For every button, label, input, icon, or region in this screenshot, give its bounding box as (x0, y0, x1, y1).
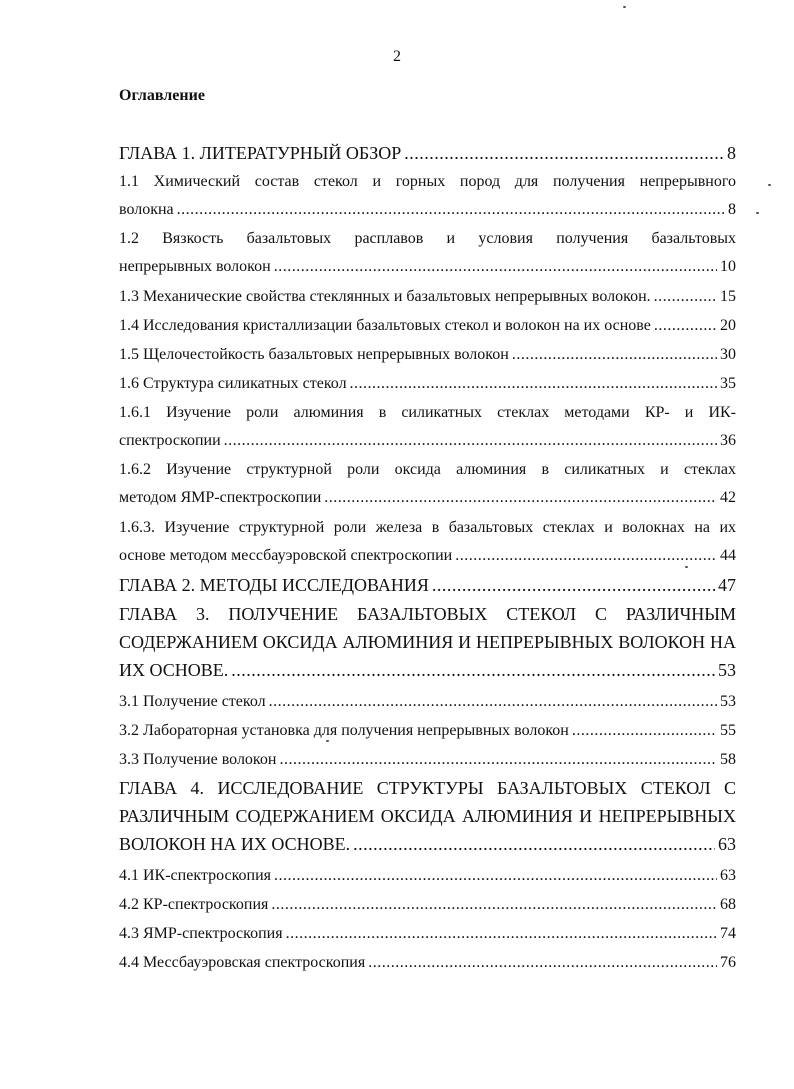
toc-entry-text: волокна (119, 201, 174, 218)
toc-entry-chapter-2 (119, 571, 736, 599)
toc-entry-text: 1.6.1 Изучение роли алюминия в силикатных стеклах методами КР- и ИК- (119, 404, 736, 421)
scan-speck (756, 212, 759, 214)
toc-entry-page: 36 (720, 432, 736, 449)
toc-entry-text: 1.1 Химический состав стекол и горных пород для получения непрерывного (119, 173, 736, 190)
toc-entry-page: 15 (720, 288, 736, 305)
toc-entry-last-line (119, 484, 736, 512)
toc-entry-1-2 (119, 225, 736, 281)
toc-entry-text: 1.3 Механические свойства стеклянных и базальтовых непрерывных волокон. (119, 288, 651, 305)
toc-entry-text: 1.5 Щелочестойкость базальтовых непрерывных волокон (119, 346, 509, 363)
toc-entry-4-4 (119, 949, 736, 977)
toc-entry-text: спектроскопии (119, 432, 221, 449)
leader-dots (274, 253, 717, 281)
toc-entry-text: СОДЕРЖАНИЕМ ОКСИДА АЛЮМИНИЯ И НЕПРЕРЫВНЫХ ВОЛОКОН НА (119, 632, 736, 652)
page-number: 2 (393, 48, 401, 65)
toc-entry-text: 1.4 Исследования кристаллизации базальтовых стекол и волокон на их основе (119, 317, 651, 334)
toc-entry-page: 10 (720, 258, 736, 275)
toc-entry-1-3 (119, 283, 736, 311)
toc-entry-last-line (119, 656, 736, 684)
toc-entry-last-line (119, 862, 736, 890)
toc-entry-last-line (119, 571, 736, 599)
leader-dots (654, 283, 717, 311)
leader-dots (177, 196, 725, 224)
toc-entry-text: 3.1 Получение стекол (119, 693, 266, 710)
toc-entry-last-line (119, 949, 736, 977)
toc-entry-last-line (119, 746, 736, 774)
toc-entry-text: 4.2 КР-спектроскопия (119, 896, 269, 913)
leader-dots (353, 830, 715, 858)
leader-dots (512, 341, 717, 369)
leader-dots (404, 139, 724, 167)
toc-entry-text: 1.6.2 Изучение структурной роли оксида алюминия в силикатных и стеклах (119, 461, 736, 478)
toc-entry-last-line (119, 370, 736, 398)
toc-entry-page: 76 (720, 954, 736, 971)
scan-speck (768, 184, 771, 186)
leader-dots (224, 427, 717, 455)
toc-entry-last-line (119, 891, 736, 919)
toc-entry-text: 3.2 Лабораторная установка для получения непрерывных волокон (119, 722, 569, 739)
toc-entry-chapter-3 (119, 600, 736, 684)
toc-entry-text: 3.3 Получение волокон (119, 751, 277, 768)
toc-entry-4-2 (119, 891, 736, 919)
toc-entry-3-1 (119, 688, 736, 716)
toc-entry-page: 8 (727, 143, 736, 163)
toc-entry-text: ГЛАВА 2. МЕТОДЫ ИССЛЕДОВАНИЯ (119, 575, 429, 595)
toc-entry-last-line (119, 717, 736, 745)
toc-entry-1-6-3 (119, 514, 736, 570)
toc-entry-text: 1.2 Вязкость базальтовых расплавов и условия получения базальтовых (119, 230, 736, 247)
toc-entry-page: 55 (720, 722, 736, 739)
toc-entry-1-4 (119, 312, 736, 340)
toc-entry-page: 68 (720, 896, 736, 913)
toc-entry-page: 35 (720, 375, 736, 392)
toc-entry-text: ГЛАВА 1. ЛИТЕРАТУРНЫЙ ОБЗОР (119, 143, 402, 163)
toc-entry-page: 8 (728, 201, 736, 218)
toc-entry-text: основе методом мессбауэровской спектроскопии (119, 547, 453, 564)
toc-entry-text: ГЛАВА 3. ПОЛУЧЕНИЕ БАЗАЛЬТОВЫХ СТЕКОЛ С РАЗЛИЧНЫМ (119, 604, 736, 624)
toc-entry-page: 20 (720, 317, 736, 334)
scan-speck (326, 740, 329, 742)
leader-dots (231, 656, 715, 684)
toc-entry-page: 44 (720, 547, 736, 564)
toc-entry-chapter-4 (119, 774, 736, 858)
toc-entry-text: 1.6 Структура силикатных стекол (119, 375, 347, 392)
toc-entry-last-line (119, 920, 736, 948)
toc-entry-4-1 (119, 862, 736, 890)
leader-dots (572, 717, 717, 745)
toc-entry-1-1 (119, 168, 736, 224)
scan-speck (685, 566, 688, 568)
leader-dots (654, 312, 717, 340)
leader-dots (269, 688, 717, 716)
toc-entry-1-6-1 (119, 399, 736, 455)
toc-entry-1-6-2 (119, 456, 736, 512)
leader-dots (279, 746, 717, 774)
toc-entry-page: 58 (720, 751, 736, 768)
toc-entry-last-line (119, 341, 736, 369)
toc-entry-page: 53 (718, 660, 736, 680)
toc-entry-last-line (119, 688, 736, 716)
toc-entry-last-line (119, 196, 736, 224)
toc-entry-text: РАЗЛИЧНЫМ СОДЕРЖАНИЕМ ОКСИДА АЛЮМИНИЯ И НЕПРЕРЫВНЫХ (119, 806, 736, 826)
toc-entry-1-5 (119, 341, 736, 369)
leader-dots (324, 484, 717, 512)
toc-entry-last-line (119, 312, 736, 340)
leader-dots (350, 370, 717, 398)
toc-title: Оглавление (119, 87, 205, 104)
toc-entry-text: 4.3 ЯМР-спектроскопия (119, 925, 283, 942)
toc-entry-last-line (119, 830, 736, 858)
toc-entry-last-line (119, 253, 736, 281)
toc-entry-1-6 (119, 370, 736, 398)
toc-entry-text: непрерывных волокон (119, 258, 271, 275)
toc-entry-page: 42 (720, 489, 736, 506)
toc-entry-text: 4.1 ИК-спектроскопия (119, 867, 272, 884)
leader-dots (432, 571, 715, 599)
toc-entry-last-line (119, 427, 736, 455)
toc-entry-page: 30 (720, 346, 736, 363)
toc-entry-page: 53 (720, 693, 736, 710)
toc-entry-3-2 (119, 717, 736, 745)
toc-entry-page: 63 (720, 867, 736, 884)
toc-entry-page: 63 (718, 834, 736, 854)
leader-dots (286, 920, 717, 948)
toc-entry-3-3 (119, 746, 736, 774)
toc-entry-last-line (119, 139, 736, 167)
toc-entry-text: методом ЯМР-спектроскопии (119, 489, 322, 506)
toc-entry-last-line (119, 283, 736, 311)
toc-entry-text: ИХ ОСНОВЕ. (119, 660, 229, 680)
toc-entry-text: ГЛАВА 4. ИССЛЕДОВАНИЕ СТРУКТУРЫ БАЗАЛЬТОВЫХ СТЕКОЛ С (119, 778, 736, 798)
toc-entry-page: 74 (720, 925, 736, 942)
leader-dots (455, 542, 717, 570)
toc-entry-page: 47 (718, 575, 736, 595)
leader-dots (274, 862, 717, 890)
toc-entry-text: ВОЛОКОН НА ИХ ОСНОВЕ. (119, 834, 351, 854)
toc-entry-chapter-1 (119, 139, 736, 167)
toc-entry-4-3 (119, 920, 736, 948)
scan-speck (623, 6, 626, 8)
leader-dots (271, 891, 717, 919)
leader-dots (368, 949, 717, 977)
toc-entry-text: 4.4 Мессбауэровская спектроскопия (119, 954, 366, 971)
toc-entry-text: 1.6.3. Изучение структурной роли железа в базальтовых стеклах и волокнах на их (119, 519, 736, 536)
toc-entry-last-line (119, 542, 736, 570)
